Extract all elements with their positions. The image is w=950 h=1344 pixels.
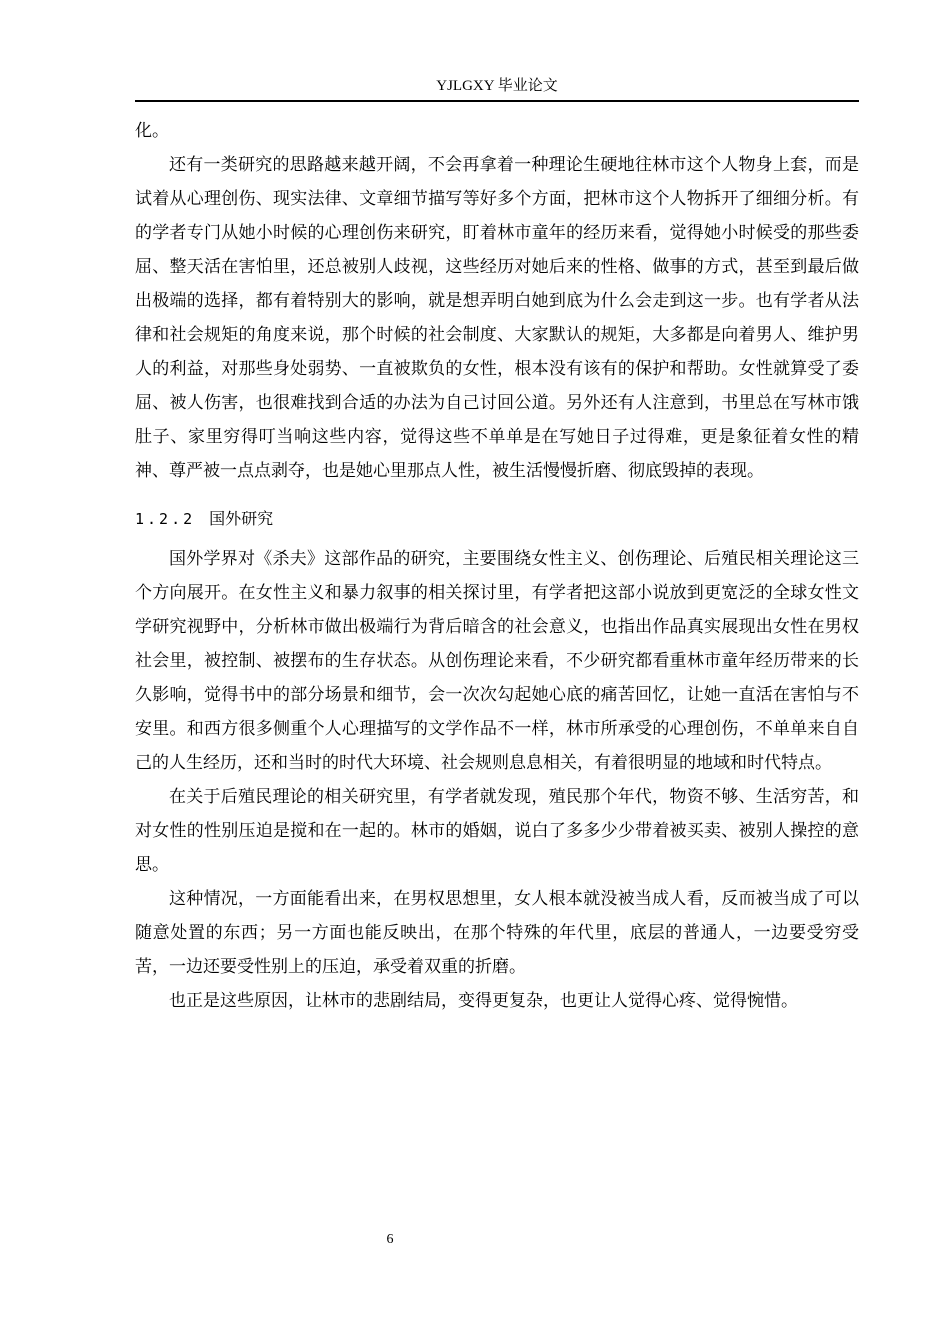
- section-number: 1.2.2: [135, 510, 196, 528]
- page-content: [135, 114, 859, 1018]
- body-paragraph: 在关于后殖民理论的相关研究里，有学者就发现，殖民那个年代，物资不够、生活穷苦，和对女性的性别压迫是搅和在一起的。林市的婚姻，说白了多多少少带着被买卖、被别人操控的意思。: [135, 787, 859, 875]
- body-paragraph: 还有一类研究的思路越来越开阔，不会再拿着一种理论生硬地往林市这个人物身上套，而是试着从心理创伤、现实法律、文章细节描写等好多个方面，把林市这个人物拆开了细细分析。有的学者专门从她小时候的心理创伤来研究，盯着林市童年的经历来看，觉得她小时候受的那些委屈、整天活在害怕里，还总被别人歧视，这些经历对她后来的性格、做事的方式，甚至到最后做出极端的选择，都有着特别大的影响，就是想弄明白她到底为什么会走到这一步。也有学者从法律和社会规矩的角度来说，那个时候的社会制度、大家默认的规矩，大多都是向着男人、维护男人的利益，对那些身处弱势、一直被欺负的女性，根本没有该有的保护和帮助。女性就算受了委屈、被人伤害，也很难找到合适的办法为自己讨回公道。另外还有人注意到，书里总在写林市饿肚子、家里穷得叮当响这些内容，觉得这些不单单是在写她日子过得难，更是象征着女性的精神、尊严被一点点剥夺，也是她心里那点人性，被生活慢慢折磨、彻底毁掉的表现。: [135, 155, 859, 481]
- body-paragraph: 这种情况，一方面能看出来，在男权思想里，女人根本就没被当成人看，反而被当成了可以随意处置的东西；另一方面也能反映出，在那个特殊的年代里，底层的普通人，一边要受穷受苦，一边还要受性别上的压迫，承受着双重的折磨。: [135, 889, 859, 977]
- section-title: 国外研究: [209, 509, 274, 528]
- page-number: 6: [386, 1232, 394, 1247]
- body-paragraph: 也正是这些原因，让林市的悲剧结局，变得更复杂，也更让人觉得心疼、觉得惋惜。: [169, 991, 798, 1011]
- running-header: YJLGXY 毕业论文: [436, 78, 558, 94]
- continued-paragraph: 化。: [135, 121, 169, 141]
- body-paragraph: 国外学界对《杀夫》这部作品的研究，主要围绕女性主义、创伤理论、后殖民相关理论这三个方向展开。在女性主义和暴力叙事的相关探讨里，有学者把这部小说放到更宽泛的全球女性文学研究视野中，分析林市做出极端行为背后暗含的社会意义，也指出作品真实展现出女性在男权社会里，被控制、被摆布的生存状态。从创伤理论来看，不少研究都看重林市童年经历带来的长久影响，觉得书中的部分场景和细节，会一次次勾起她心底的痛苦回忆，让她一直活在害怕与不安里。和西方很多侧重个人心理描写的文学作品不一样，林市所承受的心理创伤，不单单来自自己的人生经历，还和当时的时代大环境、社会规则息息相关，有着很明显的地域和时代特点。: [135, 549, 859, 773]
- section-heading: [135, 504, 859, 534]
- header-rule: [135, 100, 859, 102]
